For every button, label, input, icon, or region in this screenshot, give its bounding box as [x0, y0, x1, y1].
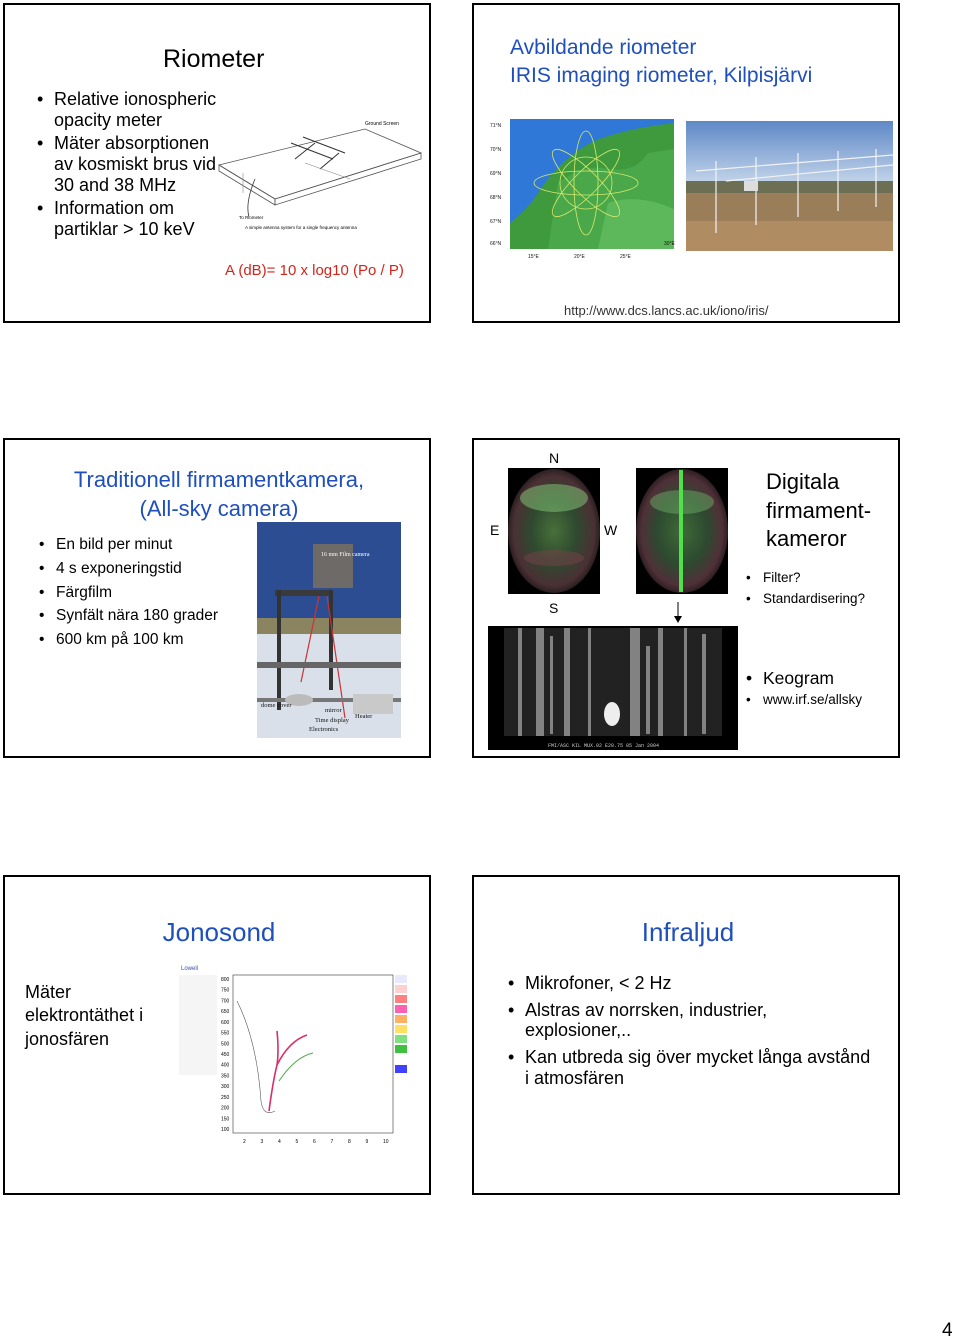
bullet-item: • Alstras av norrsken, industrier, explosioner,.. [508, 1000, 878, 1041]
ionogram-y-tick: 150 [221, 1116, 230, 1123]
map-lat-label: 70°N [490, 147, 502, 153]
allsky-image-left [508, 468, 600, 594]
slide-title [5, 466, 431, 523]
url-bullet-list [746, 692, 896, 708]
antenna-diagram-drawing [215, 113, 427, 241]
map-lat-label: 71°N [490, 123, 502, 129]
title-line: firmament- [766, 497, 872, 523]
ionogram-y-tick: 200 [221, 1105, 230, 1112]
slide-title: Riometer [163, 45, 265, 73]
compass-south: S [549, 600, 559, 616]
bullet-item: • Keogram [746, 668, 896, 688]
ionogram-y-tick: 800 [221, 977, 230, 983]
ionogram-x-tick: 6 [313, 1139, 316, 1145]
title-line: (All-sky camera) [139, 495, 299, 521]
bullet-item: • Relative ionospheric opacity meter [37, 89, 217, 130]
photo-label: mirror [325, 707, 342, 714]
antenna-diagram [215, 113, 427, 241]
ionogram-y-tick: 650 [221, 1009, 230, 1016]
bullet-item: • 600 km på 100 km [39, 631, 225, 649]
title-line: Digitala [766, 469, 840, 494]
ionogram-x-tick: 2 [243, 1139, 246, 1145]
map-lat-label: 66°N [490, 241, 502, 247]
beam-map [488, 113, 684, 263]
ionogram-x-tick: 4 [278, 1139, 281, 1145]
diagram-label: Ground Screen [365, 121, 399, 127]
ionogram-x-tick: 10 [383, 1139, 389, 1145]
bullet-list [508, 973, 878, 1088]
bullet-item: • Kan utbreda sig över mycket långa avstånd i atmosfären [508, 1047, 878, 1088]
ionogram-y-tick: 550 [221, 1030, 230, 1037]
bullet-item: • Filter? [746, 570, 896, 586]
slide-allsky-camera [3, 438, 431, 758]
slide-infrasound [472, 875, 900, 1195]
bullet-item: • Mäter absorptionen av kosmiskt brus vid 30 and 38 MHz [37, 133, 217, 195]
ionogram-x-tick: 9 [365, 1139, 369, 1145]
slide-imaging-riometer [472, 3, 900, 323]
map-lon-label: 20°E [574, 254, 585, 260]
slide-title: Jonosond [162, 917, 276, 947]
ionogram-y-tick: 100 [221, 1127, 230, 1133]
bullet-item: • Standardisering? [746, 591, 896, 607]
map-lon-label: 15°E [528, 254, 539, 260]
slide-digital-allsky [472, 438, 900, 758]
ionogram-y-tick: 450 [221, 1052, 230, 1058]
keogram-drawing [488, 626, 738, 750]
photo-label: 16 mm Film camera [321, 552, 370, 558]
text-line: Mäter [25, 982, 72, 1002]
ionogram-y-tick: 700 [221, 998, 230, 1005]
title-line: Avbildande riometer [510, 36, 697, 59]
photo-label: Electronics [309, 726, 339, 733]
allsky-image-right-drawing [636, 468, 728, 594]
photo-label: dome cover [261, 702, 292, 709]
ionogram-y-tick: 500 [221, 1041, 230, 1048]
antenna-field-drawing [686, 121, 893, 251]
title-line: IRIS imaging riometer, Kilpisjärvi [510, 64, 813, 88]
ionogram [177, 961, 417, 1161]
bullet-item: • 4 s exponeringstid [39, 560, 225, 578]
photo-label: Heater [355, 713, 373, 720]
title-line: Traditionell firmamentkamera, [73, 467, 365, 492]
allsky-camera-photo [257, 522, 401, 738]
slide-title [766, 468, 871, 554]
slide-title [510, 34, 812, 91]
bullet-item: • Mikrofoner, < 2 Hz [508, 973, 878, 994]
title-line: kameror [766, 526, 847, 552]
ionogram-y-tick: 600 [221, 1019, 230, 1026]
bullet-item: • Information om partiklar > 10 keV [37, 198, 217, 239]
beam-map-drawing [488, 113, 684, 263]
map-lat-label: 67°N [490, 219, 502, 225]
slide-riometer [3, 3, 431, 323]
text-line: elektrontäthet i [25, 1005, 144, 1026]
compass-east: E [490, 522, 500, 538]
map-lon-label: 30°E [664, 241, 675, 247]
diagram-caption: A simple antenna system for a single frequency antenna [245, 225, 357, 230]
map-lat-label: 69°N [490, 171, 502, 177]
ionogram-x-tick: 3 [260, 1139, 264, 1145]
slide-title: Infraljud [641, 917, 735, 947]
photo-label: Time display [315, 717, 349, 724]
small-bullet-list [746, 570, 896, 606]
bullet-item: • Färgfilm [39, 584, 225, 602]
bullet-item: • www.irf.se/allsky [746, 692, 896, 708]
ionogram-x-tick: 5 [295, 1139, 299, 1145]
bullet-item: • En bild per minut [39, 536, 225, 554]
svg-text:Lowell: Lowell [181, 966, 199, 972]
bullet-item: • Synfält nära 180 grader [39, 607, 225, 625]
ionogram-y-tick: 400 [221, 1062, 230, 1069]
description-text [25, 981, 143, 1051]
slide-ionosonde [3, 875, 431, 1195]
allsky-image-right [636, 468, 728, 594]
ionogram-x-tick: 7 [330, 1139, 334, 1145]
ionogram-drawing [177, 961, 417, 1161]
allsky-image-left-drawing [508, 468, 600, 594]
map-lat-label: 68°N [490, 195, 502, 201]
compass-north: N [549, 450, 560, 466]
source-url: http://www.dcs.lancs.ac.uk/iono/iris/ [564, 303, 769, 318]
page-number: 4 [942, 1320, 953, 1341]
text-line: jonosfären [25, 1028, 110, 1049]
map-lon-label: 25°E [620, 254, 631, 260]
ionogram-y-tick: 300 [221, 1084, 230, 1091]
bullet-list [39, 536, 225, 649]
ionogram-x-tick: 8 [348, 1139, 351, 1145]
diagram-label: To Riometer [239, 215, 264, 220]
ionogram-y-tick: 350 [221, 1073, 230, 1080]
keogram [488, 626, 738, 750]
compass-west: W [604, 522, 618, 538]
arrow-down-icon [672, 602, 684, 624]
allsky-camera-drawing [257, 522, 401, 738]
keogram-caption: FMI/ASC KIL MUX.02 E20.75 05 Jan 2004 [548, 743, 660, 749]
ionogram-y-tick: 250 [221, 1094, 230, 1101]
ionogram-y-tick: 750 [221, 987, 230, 994]
keogram-bullet-list [746, 668, 896, 688]
bullet-list [37, 89, 217, 240]
antenna-field-photo [686, 121, 893, 251]
formula: A (dB)= 10 x log10 (Po / P) [225, 262, 404, 279]
